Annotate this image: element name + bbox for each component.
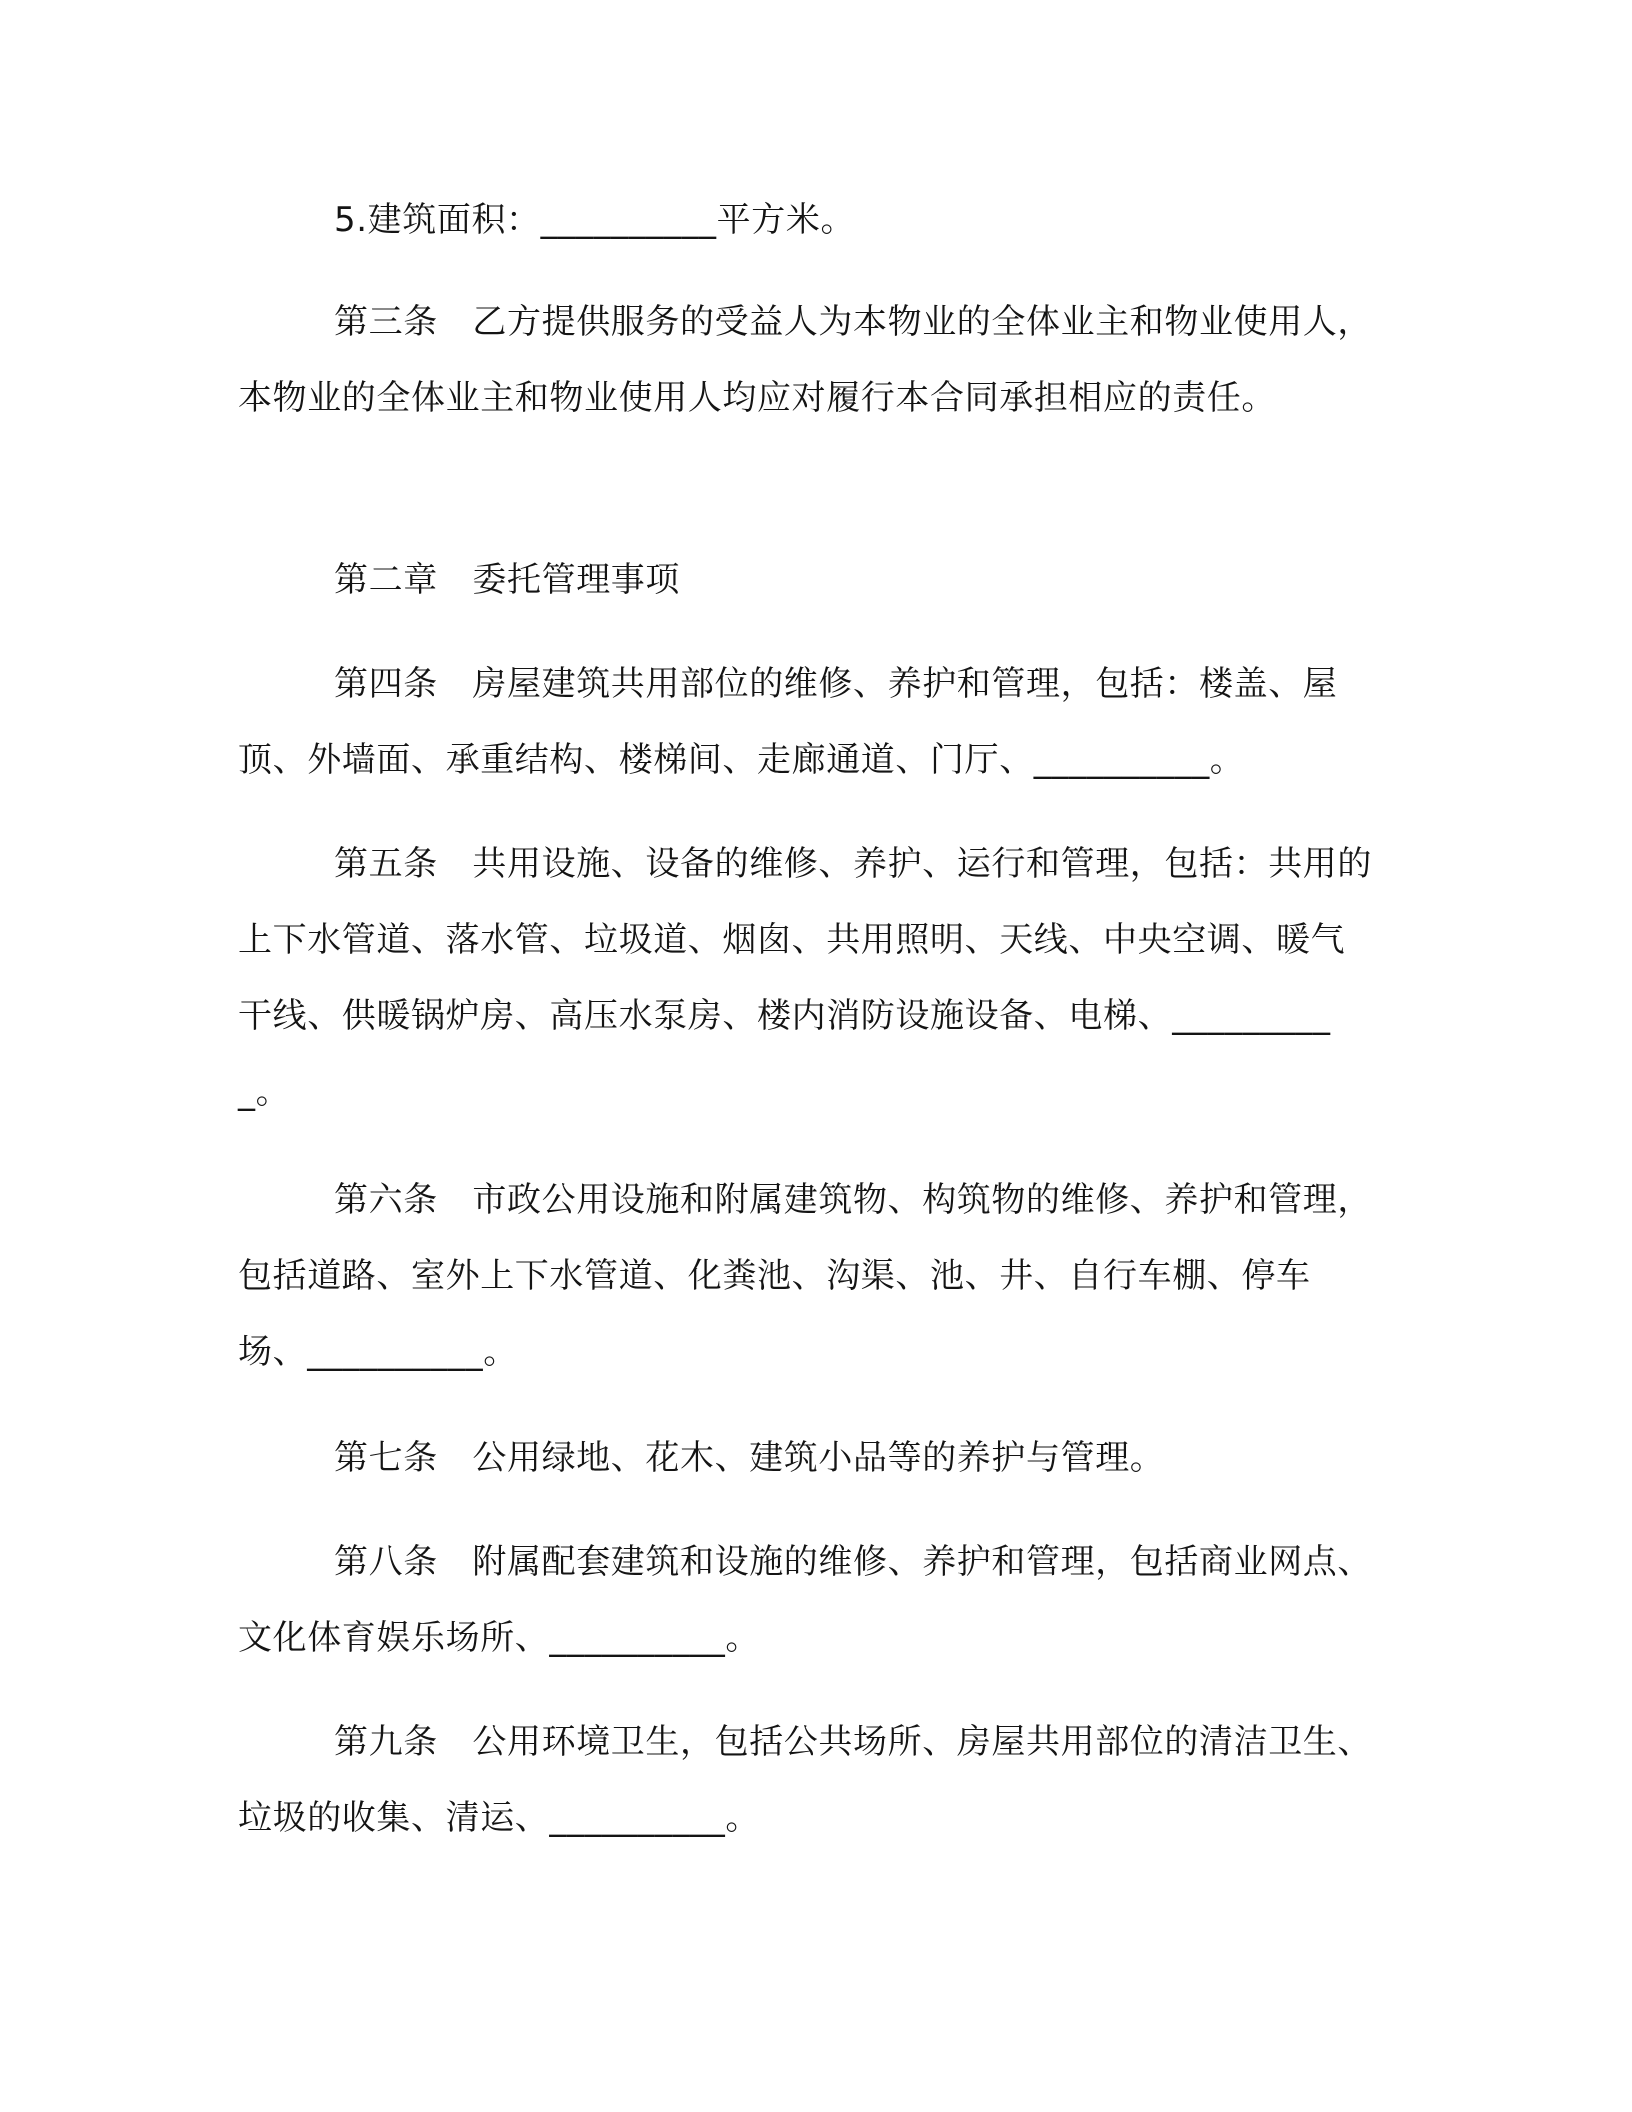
paragraph-building-area: 5.建筑面积：__________平方米。: [334, 200, 856, 240]
paragraph-article-5: 第五条 共用设施、设备的维修、养护、运行和管理，包括：共用的上下水管道、落水管、垃圾道、烟囱、共用照明、天线、中央空调、暖气干线、供暖锅炉房、高压水泵房、楼内消防设施设备、电梯、__________。: [238, 844, 1372, 1112]
paragraph-article-8: 第八条 附属配套建筑和设施的维修、养护和管理，包括商业网点、文化体育娱乐场所、__________。: [238, 1542, 1372, 1658]
paragraph-article-9: 第九条 公用环境卫生，包括公共场所、房屋共用部位的清洁卫生、垃圾的收集、清运、__________。: [238, 1722, 1372, 1838]
paragraph-article-7: 第七条 公用绿地、花木、建筑小品等的养护与管理。: [334, 1438, 1165, 1478]
paragraph-article-6: 第六条 市政公用设施和附属建筑物、构筑物的维修、养护和管理，包括道路、室外上下水管道、化粪池、沟渠、池、井、自行车棚、停车场、__________。: [238, 1180, 1372, 1372]
chapter-2-heading: 第二章 委托管理事项: [334, 560, 680, 600]
paragraph-article-3: 第三条 乙方提供服务的受益人为本物业的全体业主和物业使用人，本物业的全体业主和物业使用人均应对履行本合同承担相应的责任。: [238, 302, 1372, 418]
paragraph-article-4: 第四条 房屋建筑共用部位的维修、养护和管理，包括：楼盖、屋顶、外墙面、承重结构、楼梯间、走廊通道、门厅、__________。: [238, 664, 1338, 780]
